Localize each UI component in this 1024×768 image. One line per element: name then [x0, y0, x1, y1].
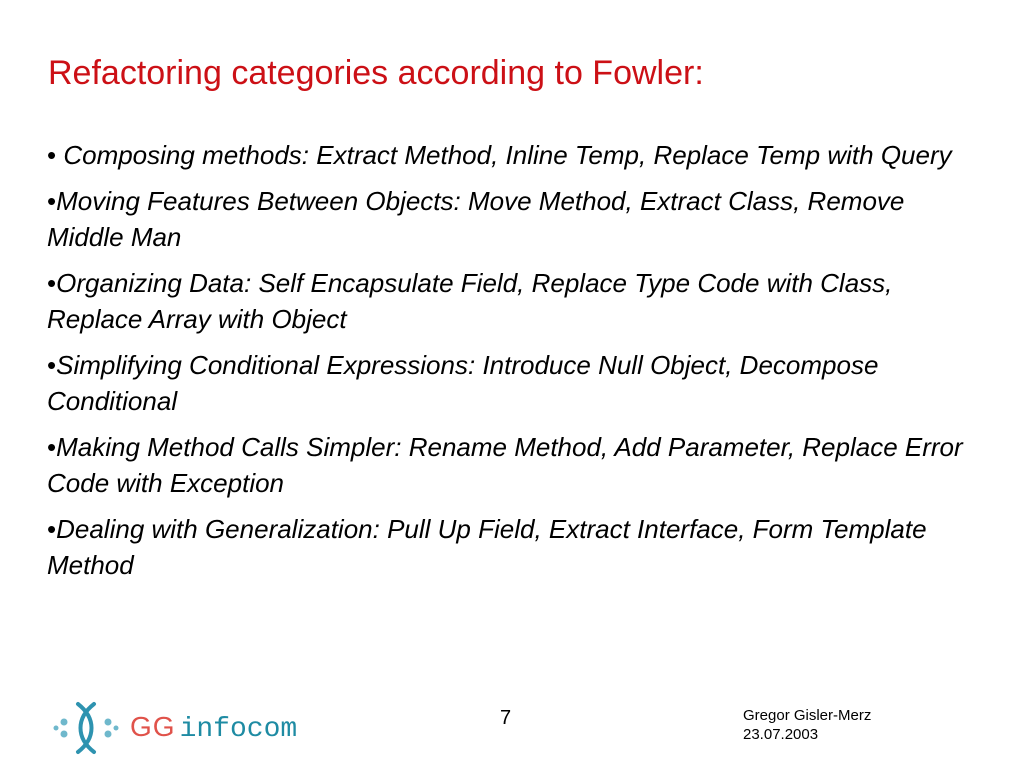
logo-name: infocom — [179, 714, 298, 745]
bullet-separator: : — [301, 140, 317, 170]
bullet-category: Organizing Data — [56, 268, 244, 298]
bullet-marker: • — [47, 140, 64, 170]
presentation-date: 23.07.2003 — [743, 726, 819, 743]
slide-title: Refactoring categories according to Fowler: — [48, 54, 704, 92]
logo-wordmark — [130, 710, 297, 747]
bullet-separator: : — [467, 350, 483, 380]
bullet-items: Pull Up Field, Extract Interface, Form Template Method — [47, 514, 927, 580]
bullet-marker: • — [47, 268, 57, 298]
author-block — [743, 706, 871, 744]
page-number: 7 — [500, 707, 512, 729]
bullet-item — [47, 429, 987, 501]
bullet-category: Moving Features Between Objects — [56, 186, 454, 216]
bullet-marker: • — [47, 514, 57, 544]
bullet-category: Dealing with Generalization — [56, 514, 373, 544]
bullet-separator: : — [372, 514, 388, 544]
logo-gg: GG — [130, 711, 176, 742]
bullet-marker: • — [47, 350, 57, 380]
bullet-item — [47, 347, 987, 419]
bullet-separator: : — [244, 268, 259, 298]
bullet-item — [47, 137, 987, 173]
bullet-items: Move Method, Extract Class, Remove Middle Man — [47, 186, 905, 252]
bullet-separator: : — [394, 432, 409, 462]
bullet-category: Making Method Calls Simpler — [56, 432, 395, 462]
bullet-marker: • — [47, 432, 57, 462]
ribbon-logo-icon — [50, 700, 122, 756]
bullet-items: Extract Method, Inline Temp, Replace Temp with Query — [316, 140, 952, 170]
bullet-marker: • — [47, 186, 57, 216]
bullet-category: Composing methods — [63, 140, 302, 170]
bullet-item — [47, 511, 987, 583]
bullet-separator: : — [453, 186, 468, 216]
bullet-item — [47, 265, 987, 337]
bullet-list — [47, 137, 987, 593]
bullet-items: Introduce Null Object, Decompose Conditional — [47, 350, 879, 416]
bullet-items: Self Encapsulate Field, Replace Type Code with Class, Replace Array with Object — [47, 268, 893, 334]
bullet-category: Simplifying Conditional Expressions — [56, 350, 468, 380]
bullet-items: Rename Method, Add Parameter, Replace Error Code with Exception — [47, 432, 963, 498]
bullet-item — [47, 183, 987, 255]
company-logo — [50, 700, 320, 756]
author-name: Gregor Gisler-Merz — [743, 707, 872, 724]
